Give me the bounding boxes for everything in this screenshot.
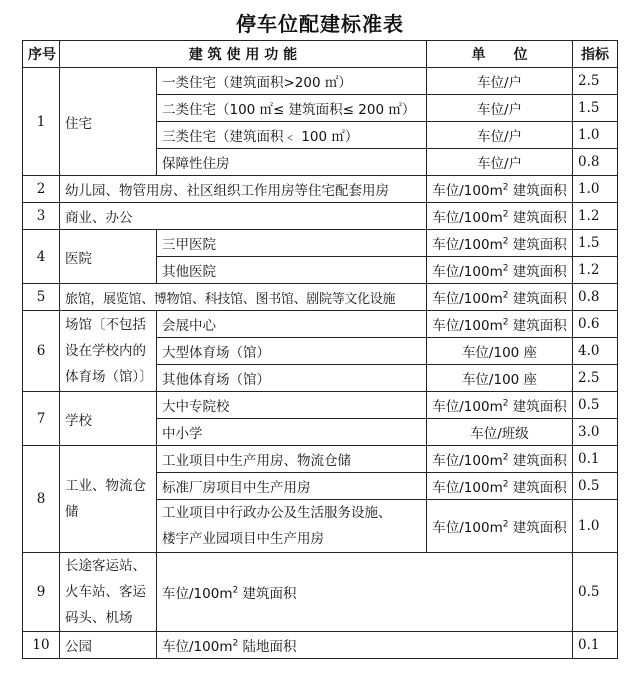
row-unit	[427, 284, 573, 311]
table-row	[23, 68, 618, 95]
row-sub-name: 三甲医院	[157, 230, 427, 257]
row-unit: 车位/班级	[427, 419, 573, 446]
unit-sup: 2	[502, 519, 509, 530]
row-sub-name: 标准厂房项目中生产用房	[157, 473, 427, 500]
row-value: 0.5	[573, 392, 618, 419]
category-line: 场馆〔不包括	[65, 317, 146, 333]
unit-sup: 2	[232, 585, 239, 596]
unit-suffix: 建筑面积	[508, 520, 567, 536]
table-row	[23, 230, 618, 257]
unit-sup: 2	[502, 236, 509, 247]
unit-sup: 2	[502, 398, 509, 409]
row-value: 0.1	[573, 446, 618, 473]
row-no: 1	[23, 68, 60, 176]
unit-sup: 2	[502, 317, 509, 328]
unit-sup: 2	[502, 479, 509, 490]
table-row	[23, 553, 618, 632]
category-line: 火车站、客运	[65, 584, 146, 600]
row-category: 旅馆，展览馆、博物馆、科技馆、图书馆、剧院等文化设施	[60, 284, 427, 311]
unit-text: 车位/100m	[432, 480, 503, 496]
row-no: 5	[23, 284, 60, 311]
row-category: 幼儿园、物管用房、社区组织工作用房等住宅配套用房	[60, 176, 427, 203]
unit-text: 车位/100m	[432, 237, 503, 253]
table-header-row	[23, 41, 618, 68]
row-unit	[427, 446, 573, 473]
row-value: 2.5	[573, 68, 618, 95]
unit-sup: 2	[502, 290, 509, 301]
unit-text: 车位/100m	[432, 520, 503, 536]
row-value: 3.0	[573, 419, 618, 446]
row-value: 0.8	[573, 149, 618, 176]
unit-suffix: 建筑面积	[508, 210, 567, 226]
unit-suffix: 建筑面积	[508, 399, 567, 415]
row-category: 住宅	[60, 68, 157, 176]
table-row	[23, 392, 618, 419]
row-category: 公园	[60, 632, 157, 659]
table-row	[23, 284, 618, 311]
row-value: 1.5	[573, 230, 618, 257]
unit-text: 车位/100m	[432, 210, 503, 226]
unit-suffix: 建筑面积	[508, 453, 567, 469]
row-no: 6	[23, 311, 60, 392]
row-no: 7	[23, 392, 60, 446]
row-sub-name: 大中专院校	[157, 392, 427, 419]
row-value: 1.0	[573, 176, 618, 203]
row-unit	[427, 473, 573, 500]
table-row	[23, 203, 618, 230]
row-unit: 车位/100 座	[427, 338, 573, 365]
unit-sup: 2	[502, 263, 509, 274]
row-unit: 车位/户	[427, 95, 573, 122]
row-category	[60, 311, 157, 392]
unit-text: 车位/100m	[432, 399, 503, 415]
page-title: 停车位配建标准表	[236, 12, 404, 36]
row-sub-name: 三类住宅（建筑面积﹤ 100 ㎡）	[157, 122, 427, 149]
unit-suffix: 建筑面积	[508, 264, 567, 280]
row-sub-name: 大型体育场（馆）	[157, 338, 427, 365]
category-line: 体育场（馆）〕	[65, 369, 153, 385]
row-unit	[427, 203, 573, 230]
row-sub-name: 其他医院	[157, 257, 427, 284]
unit-text: 车位/100m	[162, 586, 233, 602]
row-unit	[427, 176, 573, 203]
row-value: 1.2	[573, 257, 618, 284]
sub-name-line: 工业项目中行政办公及生活服务设施、	[162, 505, 392, 521]
table-row	[23, 176, 618, 203]
unit-suffix: 陆地面积	[238, 639, 297, 655]
unit-text: 车位/100m	[432, 453, 503, 469]
table-row	[23, 446, 618, 473]
table-row	[23, 632, 618, 659]
category-line: 长途客运站、	[65, 558, 146, 574]
row-value: 2.5	[573, 365, 618, 392]
unit-text: 车位/100m	[162, 639, 233, 655]
row-value: 0.8	[573, 284, 618, 311]
unit-suffix: 建筑面积	[508, 291, 567, 307]
row-sub-name: 保障性住房	[157, 149, 427, 176]
unit-sup: 2	[232, 638, 239, 649]
row-category	[60, 446, 157, 553]
header-index: 指标	[573, 41, 618, 68]
category-line: 储	[65, 504, 79, 520]
category-line: 设在学校内的	[65, 343, 146, 359]
header-use: 建 筑 使 用 功 能	[60, 41, 427, 68]
row-unit	[427, 500, 573, 553]
row-unit	[157, 632, 573, 659]
row-no: 8	[23, 446, 60, 553]
row-no: 4	[23, 230, 60, 284]
row-value: 0.6	[573, 311, 618, 338]
row-value: 0.5	[573, 473, 618, 500]
row-sub-name: 一类住宅（建筑面积>200 ㎡）	[157, 68, 427, 95]
unit-sup: 2	[502, 182, 509, 193]
unit-suffix: 建筑面积	[508, 237, 567, 253]
header-unit: 单 位	[427, 41, 573, 68]
unit-suffix: 建筑面积	[508, 318, 567, 334]
row-value: 1.2	[573, 203, 618, 230]
row-value: 4.0	[573, 338, 618, 365]
row-value: 0.1	[573, 632, 618, 659]
row-unit	[157, 553, 573, 632]
row-no: 2	[23, 176, 60, 203]
row-unit: 车位/户	[427, 68, 573, 95]
row-no: 3	[23, 203, 60, 230]
row-category: 商业、办公	[60, 203, 427, 230]
row-sub-name: 会展中心	[157, 311, 427, 338]
unit-suffix: 建筑面积	[508, 480, 567, 496]
unit-sup: 2	[502, 452, 509, 463]
unit-suffix: 建筑面积	[238, 586, 297, 602]
category-line: 码头、机场	[65, 610, 133, 626]
row-unit: 车位/100 座	[427, 365, 573, 392]
row-unit	[427, 230, 573, 257]
row-sub-name: 中小学	[157, 419, 427, 446]
unit-text: 车位/100m	[432, 318, 503, 334]
row-sub-name: 工业项目中生产用房、物流仓储	[157, 446, 427, 473]
row-unit: 车位/户	[427, 149, 573, 176]
table-row	[23, 311, 618, 338]
row-sub-name	[157, 500, 427, 553]
row-category: 医院	[60, 230, 157, 284]
row-unit: 车位/户	[427, 122, 573, 149]
unit-text: 车位/100m	[432, 264, 503, 280]
row-value: 1.0	[573, 500, 618, 553]
sub-name-line: 楼宇产业园项目中生产用房	[162, 531, 324, 547]
row-category	[60, 553, 157, 632]
unit-sup: 2	[502, 209, 509, 220]
row-value: 1.5	[573, 95, 618, 122]
row-unit	[427, 257, 573, 284]
row-sub-name: 其他体育场（馆）	[157, 365, 427, 392]
row-value: 1.0	[573, 122, 618, 149]
unit-suffix: 建筑面积	[508, 183, 567, 199]
parking-standard-table	[22, 40, 618, 659]
row-category: 学校	[60, 392, 157, 446]
unit-text: 车位/100m	[432, 291, 503, 307]
row-sub-name: 二类住宅（100 ㎡≤ 建筑面积≤ 200 ㎡）	[157, 95, 427, 122]
category-line: 工业、物流仓	[65, 478, 146, 494]
unit-text: 车位/100m	[432, 183, 503, 199]
row-value: 0.5	[573, 553, 618, 632]
header-no: 序号	[23, 41, 60, 68]
row-unit	[427, 311, 573, 338]
row-no: 9	[23, 553, 60, 632]
row-unit	[427, 392, 573, 419]
row-no: 10	[23, 632, 60, 659]
